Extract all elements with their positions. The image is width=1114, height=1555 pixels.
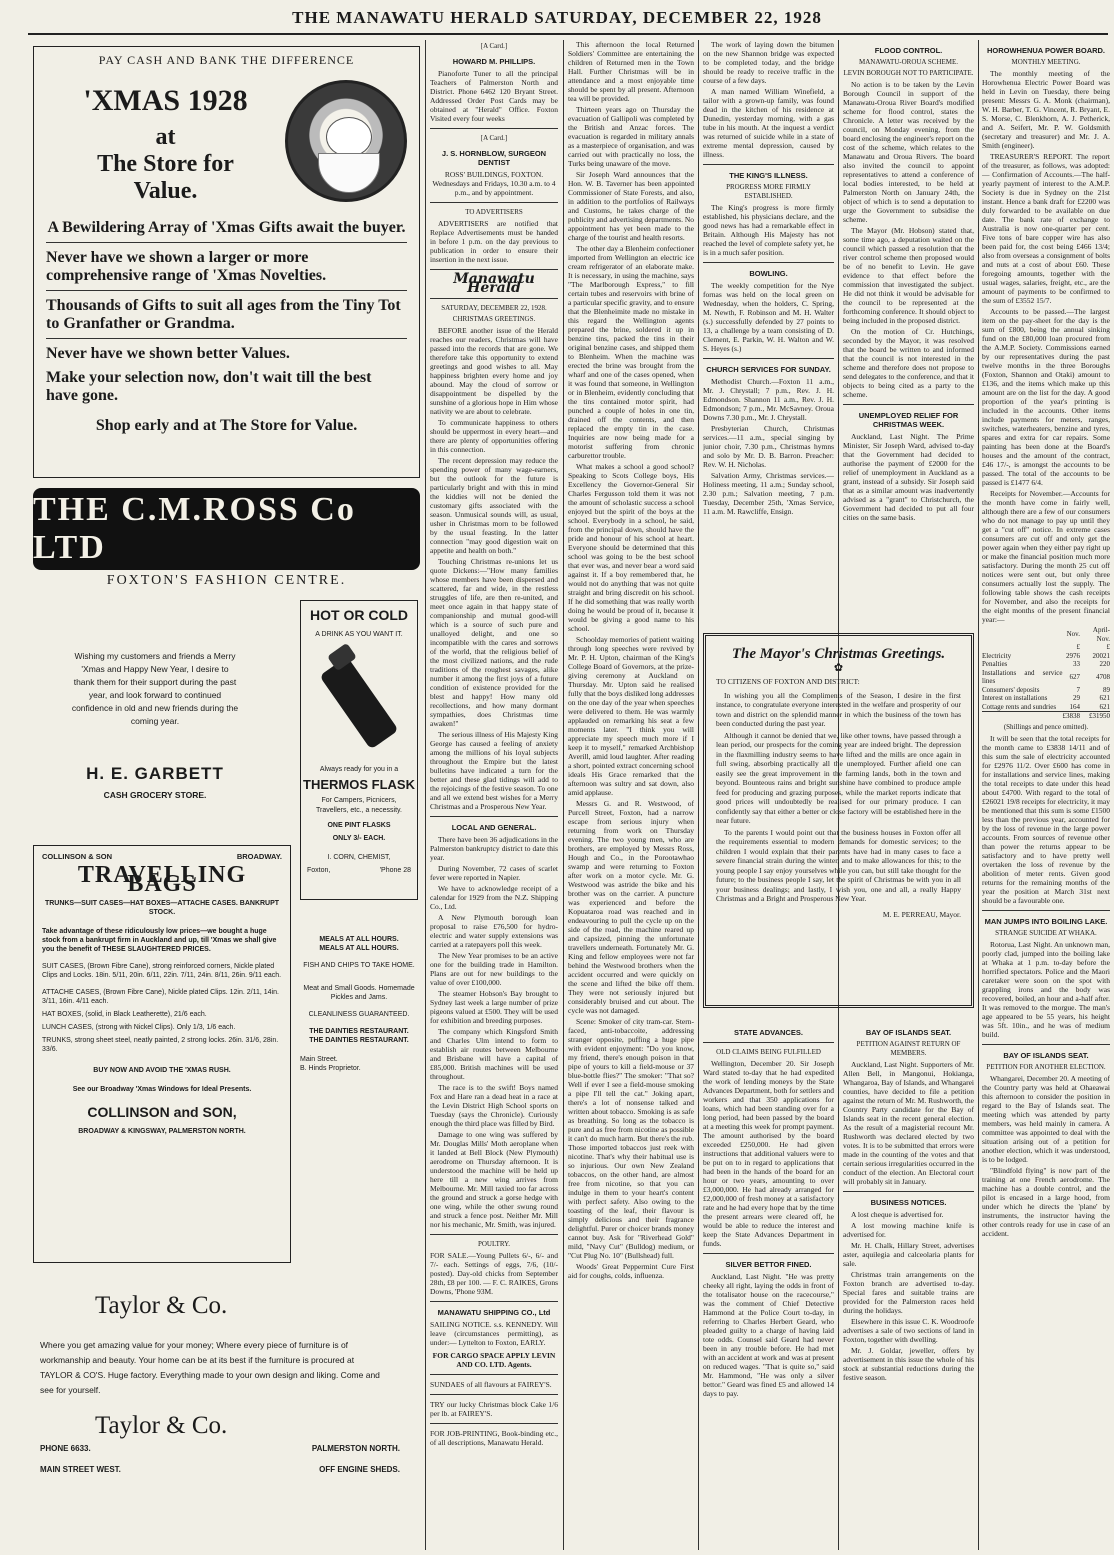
col4-p2: Thirteen years ago on Thursday the evacuation of Gallipoli was completed by the British and Anzac forces. The evacuation is regarded in military annals as a masterpiece of organisation, and was carried out with practically no loss, the Turks being unaware of the move. (568, 105, 694, 168)
collinson-i4: LUNCH CASES, (strong with Nickel Clips). Only 1/3, 1/6 each. (42, 1024, 236, 1031)
lake-subheading: STRANGE SUICIDE AT WHAKA. (995, 928, 1097, 937)
receipts-table (982, 626, 1110, 721)
collinson-title: TRAVELLING BAGS (77, 862, 247, 897)
masthead: THE MANAWATU HERALD SATURDAY, DECEMBER 22, 1928 (292, 8, 822, 27)
business-item: Elsewhere in this issue C. K. Woodroofe advertises a sale of two sections of land in Foxton, together with dwelling. (843, 1317, 974, 1344)
meals-h1: MEALS AT ALL HOURS. (319, 936, 399, 943)
business-item: Christmas train arrangements on the Foxton branch are advertised to-day. Special fares and suitable trains are provided for the Palmerston races held during the holidays. (843, 1270, 974, 1315)
collinson-see: See our Broadway 'Xmas Windows for Ideal Presents. (72, 1086, 252, 1093)
santa-illustration (285, 80, 407, 202)
table-cell: £3838 (1062, 712, 1080, 720)
flood-heading: FLOOD CONTROL. (874, 46, 943, 55)
bay-text: Auckland, Last Night. Supporters of Mr. Allen Bell, in Mangonui, Hokianga, Whangaroa, Bay of Islands, and Whangarei counties, have decided to file a petition against the return of Mr. M. Rushworth, the Country Party candidate for the Bay of Islands seat in the recent general election. As the result of a magisterial recount Mr. Rushworth was declared elected by two votes. It is to be submitted that errors were made in the counting of the votes and that certain serious irregularities occurred in the conduct of the election. An Electoral court will probably sit in January. (843, 1060, 974, 1186)
mayor-p3: To the parents I would point out that the business houses in Foxton offer all the requirements essential to modern demands for domestic services; to the children I would explain that their parents have had in many cases to face a severe financial strain during the winter, and to make allowances for this; to the young people I say enjoy yourselves while you can, but still take thought for the future; to the business people I say, let the spirit of Christmas be with you in all your business dealings; and lastly, I wish you, one and all, a really Happy Christmas and a Bright and Prosperous New Year. (716, 827, 961, 903)
table-total-row (982, 712, 1110, 721)
taylor-name: Taylor & Co. (95, 1292, 228, 1319)
editorial-heading: CHRISTMAS GREETINGS. (452, 315, 536, 323)
mayor-greetings (703, 633, 974, 1008)
meals-h2: MEALS AT ALL HOURS. (319, 945, 399, 952)
silver-heading: SILVER BETTOR FINED. (725, 1260, 812, 1269)
column-7 (982, 40, 1110, 1550)
collinson-i3: HAT BOXES, (solid, in Black Leatherette), 21/6 each. (42, 1011, 207, 1018)
col4-p3: Sir Joseph Ward announces that the Hon. W. B. Taverner has been appointed Commissioner of State Forests, and also, in addition to the portfolios of Railways and Customs, he takes charge of the publicity and advertising departments. No appointment has yet been made to the charge of the tourist and health resorts. (568, 170, 694, 242)
advertisers-text: ADVERTISERS are notified that Replace Advertisements must be handed in before 1 p.m. on the day previous to publication in order to ensure their insertion in the next issue. (430, 219, 558, 264)
collinson-buy: BUY NOW AND AVOID THE 'XMAS RUSH. (93, 1067, 231, 1074)
local-item: We have to acknowledge receipt of a calendar for 1929 from the N.Z. Shipping Co., Ltd. (430, 884, 558, 911)
bowling-text: The weekly competition for the Nye fornas was held on the local green on Wednesday, when the holders, C. Spring, M. Newth, F. Robinson and M. H. Walter (s.) successfully defended by 27 points to 13, a challenge by a team consisting of D. Clement, E. Parkin, W. H. Walton and W. S. Heyes (s.) (703, 281, 834, 353)
cake-text: TRY our lucky Christmas block Cake 1/6 per lb. at FAIREY'S. (430, 1400, 558, 1418)
garbett-msg: Wishing my customers and friends a Merry 'Xmas and Happy New Year, I desire to thank them for their support during the past year, and look forward to continued confidence in old and new friends during the coming year. (71, 651, 239, 726)
garbett-sub: CASH GROCERY STORE. (103, 790, 207, 800)
advertisers-heading: TO ADVERTISERS (465, 208, 523, 216)
flask-l1: Always ready for you in a (319, 766, 399, 773)
column-rule (563, 40, 564, 1550)
business-item: Mr. H. Chalk, Hillary Street, advertises aster, aquilegia and calceolaria plants for sale. (843, 1241, 974, 1268)
store-ad-top: PAY CASH AND BANK THE DIFFERENCE (98, 53, 355, 67)
meals-l7: B. Hinds Proprietor. (300, 1065, 361, 1072)
col4-p6: Schoolday memories of patient waiting through long speeches were revived by Mr. P. H. Upton, chairman of the King's College Board of Governors, at the prize-giving ceremony at Auckland on Thursday. Mr. Upton said he realised fully that the boys disliked long addresses on the one day of the year when speeches were delivered to them. He was warmly applauded on remarking his seat a few moments later. "I think you will appreciate my speech much more if I keep it to myself," remarked Archbishop Averill, amid loud laughter. After reading a short, pointed extract concerning school ideals His Grace remarked that the afternoon was sultry and sat down, also amid applause. (568, 635, 694, 797)
lake-text: Rotorua, Last Night. An unknown man, poorly clad, jumped into the boiling lake at Whaka at 1 p.m. to-day before the horrified spectators. Police and the Maori caretaker were soon on the spot with grappling irons and the body was recovered, boiled, an hour and a-half after. It was removed to the morgue. The man's age appeared to be 55 years, his height was 5ft. 10in., and he was of medium build. (982, 939, 1110, 1039)
store-ad-p1: A Bewildering Array of 'Xmas Gifts await the buyer. (47, 219, 406, 236)
meals-l6: Main Street. (300, 1056, 338, 1063)
table-units-row (982, 643, 1110, 652)
garbett-name: H. E. GARBETT (86, 764, 224, 783)
card-label: [A Card.] (480, 42, 508, 50)
table-cell: Penalties (982, 660, 1008, 668)
card-label-2: [A Card.] (480, 134, 508, 142)
collinson-intro: Take advantage of these ridiculously low prices—we bought a huge stock from a bankrupt firm in Auckland and up, till 'Xmas we shall give you the benefit of THESE SLAUGHTERED PRICES. (42, 928, 277, 953)
power-p1: The monthly meeting of the Horowhenua Electric Power Board was held in Levin on Tuesday, there being present: Messrs G. A. Monk (chairman), W. H. Barber, T. G. Vincent, R. Bryant, E. S. Morse, C. Blenkhorn, A. J. Petherick, and A. Seifert, Mr. P. W. Goldsmith (secretary and treasurer) and Mr. J. A. Smith (engineer). (982, 69, 1110, 150)
business-item: A lost mowing machine knife is advertised for. (843, 1221, 974, 1239)
mayor-ornament: ✿ (833, 661, 844, 674)
table-row (982, 660, 1110, 669)
store-ad-p4: Never have we shown better Values. (46, 345, 290, 362)
unemployed-text: Auckland, Last Night. The Prime Minister, Sir Joseph Ward, advised to-day that the Government had decided to authorise the payment of £2000 for the relief of unemployment in Auckland as a grant, instead of a subsidy. Sir Joseph said that as a similar amount was inadvertently advised as a "grant" to Christchurch, the Government had decided to put all four cities on the same basis. (843, 432, 974, 522)
flood-subheading-2: LEVIN BOROUGH NOT TO PARTICIPATE. (843, 69, 974, 77)
flask-l6: Foxton, (307, 867, 331, 874)
store-ad-value: Value. (133, 178, 198, 204)
power-p4: Receipts for November.—Accounts for the month have come in fairly well, although there are a few of our consumers who do not manage to pay up until they get a "cut off" notice. In extreme cases consumers are cut off and only get the power again when they either pay right up or make the financial position much more satisfactory. During the month 25 cut off notices were sent out, but only three consumers actually lost the supply. The following table shows the cash receipts for November, and also the receipts for the eight months of the present financial year:— (982, 489, 1110, 624)
table-cell: Consumers' deposits (982, 685, 1040, 694)
job-printing-text: FOR JOB-PRINTING, Book-binding etc., of all descriptions, Manawatu Herald. (430, 1429, 558, 1447)
table-cell: Installations and service lines (982, 668, 1063, 685)
table-cell: 220 (1099, 660, 1110, 668)
phillips-heading: HOWARD M. PHILLIPS. (452, 57, 536, 66)
local-item: A New Plymouth borough loan proposal to raise £76,500 for hydro-electric and water supply extensions was carried at a ratepayers poll this week. (430, 913, 558, 949)
ross-logo-text: THE C.M.ROSS Co LTD (33, 491, 356, 566)
editorial-p3: The recent depression may reduce the spending power of many wage-earners, but the outlook for the future is particularly bright and with this in mind the kiddies will not be denied the customary gifts associated with the season. Unmusical sounds will, as usual, usher in Christmas morn to be followed by the usual feasting. In the latter connection "may good digestion wait on appetite and health on both." (430, 456, 558, 555)
column-3 (430, 40, 558, 1550)
church-item: Presbyterian Church, Christmas services.—11 a.m., special singing by junior choir, 7.30 p.m., Christmas hymns and solo by Mr. D. B. Barron. Preacher: Rev. W. H. Nicholas. (703, 424, 834, 469)
meals-l2: Meat and Small Goods. Homemade Pickles and Jams. (303, 985, 415, 1001)
collinson-top2: BROADWAY. (236, 852, 282, 861)
mayor-title: The Mayor's Christmas Greetings. (731, 646, 946, 662)
collinson-sub: TRUNKS—SUIT CASES—HAT BOXES—ATTACHE CASES. BANKRUPT STOCK. (44, 900, 280, 916)
table-row (982, 652, 1110, 661)
silver-text: Auckland, Last Night. "He was pretty cheeky all right, laying the odds in front of the totalisator house on the racecourse," was the comment of Chief Detective Hammond at the Police Court to-day, in referring to Charles Herbert Geard, who pleaded guilty to a charge of having laid tote odds. Counsel said Geard had never been in any trouble before. He had met with an accident at work and was at present on reduced wages. "That is quite so," said Mr. Hammond, "He was only a silver bettor." Geard was fined £5 and allowed 14 days to pay. (703, 1272, 834, 1398)
kings-subheading: PROGRESS MORE FIRMLY ESTABLISHED. (726, 183, 811, 200)
bowling-heading: BOWLING. (749, 269, 788, 278)
local-item: The New Year promises to be an active one for the building trade in Hamilton. Plans are out for new buildings to the value of over £100,000. (430, 951, 558, 987)
business-item: Mr. J. Goldar, jeweller, offers by advertisement in this issue the whole of his stock at substantial reductions during the festive season. (843, 1346, 974, 1382)
collinson-i2: ATTACHE CASES, (Brown Fibre Cane), Nickle plated Clips. 12in. 2/11, 14in. 3/11, 16in. 4/11 each. (42, 989, 279, 1005)
local-item: During November, 72 cases of scarlet fever were reported in Napier. (430, 864, 558, 882)
ross-logo (33, 488, 420, 570)
taylor-msg: Where you get amazing value for your money; Where every piece of furniture is of workmanship and beauty. Your home can be at its best if the furniture is procured at TAYLOR & CO'S. Huge factory. Everything made to your own design and liking. Come and see for yourself. (40, 1340, 380, 1395)
column-5 (703, 40, 834, 630)
flask-h3: THERMOS FLASK (303, 777, 415, 792)
flask-h1: HOT OR COLD (310, 607, 408, 623)
garbett-ad (40, 600, 270, 840)
meals-l5: THE DAINTIES RESTAURANT. (309, 1037, 409, 1044)
power-heading: HOROWHENUA POWER BOARD. (986, 46, 1106, 55)
table-cell: 20021 (1092, 651, 1110, 660)
kings-heading: THE KING'S ILLNESS. (729, 171, 808, 180)
mayor-p1: In wishing you all the Compliments of the Season, I desire in the first instance, to congratulate everyone interested in the welfare and prosperity of our town and district on the splendid manner in which the business of the town has been conducted during the past year. (716, 690, 961, 728)
flask-l3: ONE PINT FLASKS (327, 822, 391, 829)
poultry-heading: POULTRY. (477, 1240, 511, 1248)
table-row (982, 703, 1110, 712)
flood-subheading: MANAWATU-OROUA SCHEME. (859, 58, 958, 66)
table-cell: £31950 (1089, 712, 1110, 720)
mayor-p2: Although it cannot be denied that we, like other towns, have passed through a lean period, our prospects for the coming year are indeed bright. The depression in the flaxmilling industry seems to have lifted and the mills are once again in full swing, absorbing practically all the unemployed. Further afield one can easily see the great improvement in the farming lands, both in the town and beyond. Bounteous rains and bright sunshine have combined to produce ample feed for producing and grazing purposes, while the market reports indicate that good prices will undoubtedly be realised for our primary produce. I can confidently say that either a better or close factory will be established here in the near future. (716, 730, 961, 825)
kings-text: The King's progress is more firmly established, his physicians declare, and the good news has had a remarkable effect in Britain. Although His Majesty has not reached the level of complete safety yet, he is in a much safer position. (703, 203, 834, 257)
table-row (982, 686, 1110, 695)
bay-heading: BAY OF ISLANDS SEAT. (865, 1028, 952, 1037)
table-cell: 89 (1103, 685, 1110, 694)
col4-p7: Messrs G. and R. Westwood, of Purcell Street, Foxton, had a narrow escape from serious injury when returning from work on Thursday evening. The two young men, who are brothers, are employed by Messrs Ross, Hough and Co., in the Porootawhao swamp and were returning to Foxton after work on a motor cycle. Mr. G. Westwood was astride the bike and his brother was on the carrier. A puncture was experienced and before the Kopuataroa road was reached and in endeavouring to pull the cycle up on the side of the road, the machine reared up and capsized, pinning the unfortunate travellers underneath. Fortunately Mr. G. King and fellow employees were not far behind the Westwood brothers when the accident occurred and were quickly on the scene and lifted the bike off them. They were not seriously injured but considerably bruised and cut about. The cycle was not damaged. (568, 799, 694, 1015)
table-cell: 2976 (1065, 651, 1080, 660)
mayor-to: TO CITIZENS OF FOXTON AND DISTRICT: (716, 677, 860, 686)
table-cell: 627 (1069, 672, 1080, 681)
table-cell: Cottage rents and sundries (982, 702, 1057, 711)
business-heading: BUSINESS NOTICES. (870, 1198, 947, 1207)
bay-election-heading: BAY OF ISLANDS SEAT. (1003, 1050, 1089, 1060)
sundaes-text: SUNDAES of all flavours at FAIREY'S. (430, 1380, 552, 1389)
flask-ad (300, 600, 418, 900)
state-text: Wellington, December 20. Sir Joseph Ward stated to-day that he had expedited the work of lending moneys by the State Advances Department, both for settlers and workers and that 350 applications for loans, which had been standing over for a long period, had been passed by the board at a meeting this week for prompt payment. The amount authorised by the board exceeded £250,000. He had given instructions that additional valuers were to be put on to in regard to applications that had been in the hands of the board for an hour or two years, amounting to over £3,000,000. He had already arranged for £2,000,000 of fresh money at a satisfactory rate and he had every hope that by the time the present arrears were cleared off, he would be able to reduce the interest and keep the State Advances Department in funds. (703, 1059, 834, 1248)
business-item: A lost cheque is advertised for. (851, 1210, 944, 1219)
store-ad-at: at (155, 124, 176, 150)
power-subheading: MONTHLY MEETING. (1011, 58, 1081, 66)
collinson-ad (33, 845, 291, 1263)
shipping-heading: MANAWATU SHIPPING CO., Ltd (437, 1308, 551, 1317)
table-header-row (982, 626, 1110, 643)
col4-p8: Scene: Smoker of city tram-car. Stern-faced, anti-tobaccoite, addressing stranger opposite, puffing a huge pipe with evident enjoyment: "Do you know, my friend, there's enough poison in that pipe of yours to kill a field-mouse or 37 blue-bottle flies?" The smoker: "That so? Well if ever I see a field-mouse smoking a pipe I'll tell the cat." Joking apart, there's a lot of nonsense talked and written about tobacco. Smoking is as safe as breathing. So long as the tobacco is pure and as free from nicotine as possible it can't do much harm. But there's the rub. Those imported tobaccos just reek with nicotine. That's why their habitual use is so injurious. Our own New Zealand tobaccos, on the other hand, are almost free from nicotine, so that you can indulge in them to your heart's content with perfect safety. Also owing to the toasting of the leaf, their flavour is simply delicious and their fragrance delightful. Purer or choicer brands money cannot buy. Ask for "Riverhead Gold" mild, "Navy Cut" (Bulldog) medium, or "Cut Plug No. 10" (Bullshead) full. (568, 1017, 694, 1260)
paper-nameplate: Manawatu Herald (453, 271, 535, 296)
table-cell: Nov. (1066, 630, 1080, 639)
power-p2: TREASURER'S REPORT. The report of the treasurer, as follows, was adopted:— Confirmation of Accounts.—The half-yearly payment of interest to the A.M.P. Society is due in Sydney on the 21st instant. Hence a bank draft for £2200 was duly forwarded to be available on due date. The bank rate of exchange to Australia is now one-quarter per cent. Five tons of bare copper wire has also been paid for, the cost being £466 13/4; also from overseas a consignment of bolts and nuts at a cost of about £60. These foregoing amounts, together with the usual wages, salaries, freight, etc., are the amount of payments to be confirmed to the sum of £3552 15/7. (982, 152, 1110, 305)
church-item: Salvation Army, Christmas services.—Holiness meeting, 11 a.m.; Sunday school, 2.30 p.m.; Salvation meeting, 7 p.m. Tuesday, December 25th, 'Xmas Service, 11 a.m. M. Rawcliffe, Ensign. (703, 471, 834, 516)
local-item: There have been 36 adjudications in the Palmerston bankruptcy district to date this year. (430, 835, 558, 862)
col4-p9: Woods' Great Peppermint Cure First aid for coughs, colds, influenza. (568, 1262, 694, 1280)
editorial-p4: Touching Christmas re-unions let us quote Dickens:—"How many families whose members have been dispersed and scattered, far and wide, in the restless struggles of life, are then re-united, and meet once again in that happy state of companionship and mutual good-will which is a source of such pure and unalloyed delight, and one so incompatible with the cares and sorrows of the world, that the religious belief of the most civilized nations, and the rude traditions of the roughest savages, alike number it among the first joys of a future condition of existence provided for the blest and happy! How many old recollections, and how many dormant sympathies, does Christmas time awaken!" (430, 557, 558, 728)
table-row (982, 669, 1110, 686)
hornblow-heading: J. S. HORNBLOW, SURGEON DENTIST (441, 149, 547, 167)
flood-p3: On the motion of Cr. Hutchings, seconded by the Mayor, it was resolved that the board be written to and informed that the council is not interested in the scheme and therefore does not propose to send delegates to the conference, and that it objects to being cited as a party to the scheme. (843, 327, 974, 399)
taylor-street: MAIN STREET WEST. (40, 1465, 121, 1474)
table-cell (982, 643, 1062, 652)
unemployed-heading: UNEMPLOYED RELIEF FOR CHRISTMAS WEEK. (858, 411, 959, 429)
flask-l2: For Campers, Picnicers, Travellers, etc., a necessity. (316, 797, 402, 814)
suicide-text: A man named William Winefield, a tailor with a grown-up family, was found dead in the kitchen of his residence at Dunedin, yesterday morning, with a gas tube in his mouth. At the inquest a verdict was returned of suicide while in a state of extreme mental depression, caused by illness. (703, 87, 834, 159)
blindfold-text: "Blindfold flying" is now part of the training at one French aerodrome. The machine has a double control, and the pilot is encased in a large hood, from under which he directs the 'plane' by instruments, the instructor having the other controls ready for use in case of an accident. (982, 1165, 1110, 1238)
collinson-i5: TRUNKS, strong sheet steel, neatly painted, 2 strong locks. 26in. 31/6, 28in. 33/6. (42, 1037, 279, 1053)
table-cell: 4708 (1096, 672, 1110, 681)
table-cell: April-Nov. (1092, 626, 1110, 643)
column-4 (568, 40, 694, 1550)
store-ad-p2: Never have we shown a larger or more comprehensive range of 'Xmas Novelties. (46, 249, 327, 284)
taylor-ad (40, 1270, 420, 1545)
store-ad-p6: Shop early and at The Store for Value. (95, 417, 358, 434)
table-cell: £ (1106, 643, 1110, 651)
column-5-lower (703, 1022, 834, 1550)
bay-election-subheading: PETITION FOR ANOTHER ELECTION. (986, 1062, 1106, 1071)
church-heading: CHURCH SERVICES FOR SUNDAY. (706, 365, 831, 374)
state-subheading: OLD CLAIMS BEING FULFILLED (716, 1048, 821, 1056)
col4-p5: What makes a school a good school? Speaking to Scots College boys, His Excellency the Governor-General Sir Charles Fergusson told them it was not the amount of scholastic success a school enjoyed but the spirit of the boys at the school. Everybody in a school, he said, from the principal down, should have the pride and honour of his school at heart. Everyone should be determined that this school was going to be the best school that ever was, and never bear a word said against it. If a boy remembered that, he would not do anything that was not quite straight and bring discredit on his school. If he did something that was really worth doing he would be proud of it, because it would be giving a good name to his school. (568, 462, 694, 633)
column-6 (843, 40, 974, 630)
cargo-text: FOR CARGO SPACE APPLY LEVIN AND CO. LTD. Agents. (432, 1351, 556, 1369)
collinson-name: COLLINSON and SON, (87, 1104, 237, 1120)
meals-l4: THE DAINTIES RESTAURANT. (309, 1028, 409, 1035)
column-rule (978, 40, 979, 1550)
store-ad-p3: Thousands of Gifts to suit all ages from the Tiny Tot to Granfather or Grandma. (46, 297, 401, 332)
editorial-date: SATURDAY, DECEMBER 22, 1928. (441, 304, 547, 312)
table-cell: 164 (1069, 702, 1080, 711)
table-cell: Interest on installations (982, 694, 1048, 702)
meals-l1: FISH AND CHIPS TO TAKE HOME. (303, 962, 415, 969)
collinson-addr: BROADWAY & KINGSWAY, PALMERSTON NORTH. (78, 1128, 246, 1135)
flask-illustration (324, 648, 394, 758)
power-p3: Accounts to be passed.—The largest item on the pay-sheet for the day is the sum of £800, being the annual sinking fund on the £80,000 loan procured from the A.M.P. Society. Commissions earned by our representatives during the past twelve months in the three Boroughs (Foxton, Shannon and Otaki) amount to £136, and the items which make up this amount are on the list for the day. A good proportion of the year's printing is included in the accounts. Other items include payments for meters, ranges, switches, waterheaters, benzine and tyres, spares and extra for car repairs. Some painting has been done at the Board's houses and the amount of the contract, £46 17/-, is amongst the accounts to be passed. The total of the accounts to be passed is £1477 6/4. (982, 307, 1110, 487)
table-note: (Shillings and pence omitted). (1003, 722, 1089, 731)
table-cell: 621 (1099, 694, 1110, 702)
church-item: Methodist Church.—Foxton 11 a.m., Mr. J. Chrystall; 7 p.m., Rev. J. H. Edmondson. Shannon 11 a.m., Rev. J. H. Edmondson; 7 p.m., Mr. McSavney. Oroua Downs 7.30 p.m., Mr. J. Chrystall. (703, 377, 834, 422)
table-cell (982, 626, 1062, 643)
editorial-p2: To communicate happiness to others should be uppermost in every heart—and there are plenty of opportunities offering in this connection. (430, 418, 558, 454)
flask-h2: A DRINK AS YOU WANT IT. (315, 631, 403, 638)
col4-p1: This afternoon the local Returned Soldiers' Committee are entertaining the children of Returned men in the Town Hall. Further Christmas will be in attendance and a most enjoyable time should be spent by all present. Afternoon tea will be provided. (568, 40, 694, 103)
taylor-eng: OFF ENGINE SHEDS. (319, 1465, 400, 1474)
bay-subheading: PETITION AGAINST RETURN OF MEMBERS. (856, 1040, 961, 1057)
col4-p4: The other day a Blenheim confectioner imported from Wellington an electric ice cream refrigerator of an elaborate make. It is necessary, in using the machine, says "The Marlborough Express," to fill certain tubes and reservoirs with brine of a particular specific gravity, and to ensure that the Blenheimite made no mistake in this regard the Wellington agents prepared the brine, soldered it up in benzine tins, packed the tins in their original benzine cases, and shipped them to Blenheim. When the machine was erected the brine was brought from the wharf and one of the cases opened, when it was found that someone, in Wellington or in Blenheim, evidently concluding that the tins contained motor spirit, had punched a couple of holes in one tin, drained off the contents, and then replaced the empty tin in the case. Inquiries are now being made for a motorist suffering from chronic carburettor trouble. (568, 244, 694, 460)
poultry-text: FOR SALE.—Young Pullets 6/-, 6/- and 7/- each. Settings of eggs, 7/6, (10/- posted). Day-old chicks from September 28th, £8 per 100. — F. C. RAIKES, Grons Downs, 'Phone 93M. (430, 1251, 558, 1296)
ross-tagline: FOXTON'S FASHION CENTRE. (106, 573, 347, 588)
flask-l5: I. CORN, CHEMIST, (327, 854, 391, 861)
column-rule (698, 40, 699, 1550)
table-cell: 621 (1099, 702, 1110, 711)
table-cell: 33 (1072, 660, 1080, 668)
table-cell: Electricity (982, 651, 1012, 660)
meals-ad (300, 935, 418, 1140)
taylor-name-2: Taylor & Co. (95, 1412, 228, 1439)
collinson-top: COLLINSON & SON (42, 852, 113, 861)
flask-l7: 'Phone 28 (379, 867, 411, 874)
column-6-lower (843, 1022, 974, 1550)
bridge-text: The work of laying down the bitumen on the new Shannon bridge was expected to be completed today, and the bridge should be ready to receive traffic in the course of a few days. (703, 40, 834, 85)
collinson-i1: SUIT CASES, (Brown Fibre Cane), strong reinforced corners, Nickle plated Clips and Locks. 18in. 5/11, 20in. 6/11, 22in. 7/11, 24in. 8/11, 26in. 9/11 each. (42, 963, 282, 979)
state-heading: STATE ADVANCES. (734, 1028, 803, 1037)
meals-l3: CLEANLINESS GUARANTEED. (308, 1011, 410, 1018)
store-ad-title: 'XMAS 1928 (83, 84, 248, 117)
editorial-p1: BEFORE another issue of the Herald reaches our readers, Christmas will have passed into the records that are gone. We therefore take this opportunity to extend greetings and good wishes to all. May happiness brighten every home and joy abound. May the cloud of sorrow or disappointment be dispelled by the sunshine of a glorious hope in Him whose nativity we are about to celebrate. (430, 326, 558, 416)
local-item: The race is to the swift! Boys named Fox and Hare ran a dead heat in a race at the Levin District High School sports on Tuesday (says the Chronicle). Curiously enough the third place was filled by Bird. (430, 1083, 558, 1128)
store-ad (33, 46, 420, 478)
local-heading: LOCAL AND GENERAL. (451, 823, 537, 832)
hornblow-text: ROSS' BUILDINGS, FOXTON. Wednesdays and Fridays, 10.30 a.m. to 4 p.m., and by appointment. (432, 170, 556, 197)
store-ad-p5: Make your selection now, don't wait till the best have gone. (46, 369, 372, 404)
lake-heading: MAN JUMPS INTO BOILING LAKE. (984, 916, 1108, 926)
bay-election-text: Whangarei, December 20. A meeting of the Country party was held at Ohaeawai this afternoon to consider the position in regard to the Bay of Islands seat. The meeting which was attended by party members, was held mainly in camera. A committee was appointed to deal with the situation arising out of a petition for another election, which it was understood, is to be lodged. (982, 1073, 1110, 1164)
flood-p2: The Mayor (Mr. Hobson) stated that, some time ago, a deputation waited on the council which passed a resolution that the river control scheme then proposed would be of no benefit to Levin. He gave evidence to that effect before the commission that investigated the subject. He did not think it would be advisable for the council to be represented at the forthcoming conference. It should object to being included in the proposed district. (843, 226, 974, 325)
taylor-phone: PHONE 6633. (40, 1444, 91, 1453)
local-item: Damage to one wing was suffered by Mr. Douglas Mills' Moth aeroplane when it landed at Bell Block (New Plymouth) aerodrome on Thursday afternoon. It is understood the machine will be held up here till a new wing arrives from Melbourne. Mr. Mill taxied too far across the ground and struck a gorse hedge with one wing, while the other swung round and struck a fence post. Neither Mr. Mill nor his mechanic, Mr. Smith, was injured. (430, 1130, 558, 1229)
power-p5: It will be seen that the total receipts for the month came to £3838 14/11 and of this sum the sale of electricity accounted for £2976 11/2. Over £600 has come in for installations and service lines, making the total receipts to date under this head about £4700. With regard to the total of £26021 19/8 receipts for electricity, it may be mentioned that this sum is some £1500 less than the previous year, accounted for by the loss of revenue in the large power accounts. From sources of revenue other than power the returns appear to be satisfactory and to have pretty well overtaken the loss of revenue by the abolition of meter rents. Given good returns for the remaining months of the year the position at March 31st next should be a favourable one. (982, 733, 1110, 905)
table-cell: 29 (1072, 694, 1080, 702)
masthead-rule (28, 33, 1108, 35)
table-cell: £ (1076, 643, 1080, 651)
flask-l4: ONLY 3/- EACH. (332, 835, 386, 842)
store-ad-store: The Store for (97, 151, 234, 177)
flood-p1: No action is to be taken by the Levin Borough Council in support of the Manawatu-Oroua River Board's modified scheme for flood control, states the Chronicle. A letter was received by the council, on Monday evening, from the board enclosing the engineer's report on the cost of the scheme, which relates to the Manawatu and Oroua Rivers. The board also invited the council to appoint representatives to attend a conference of local bodies interested, to be held at Palmerston North on January 24th, the object of which is to send a deputation to urge the Government to subsidise the scheme. (843, 80, 974, 224)
taylor-city: PALMERSTON NORTH. (311, 1444, 400, 1453)
local-item: The steamer Hobson's Bay brought to Sydney last week a large number of prize pigeons valued at £500. They will be used for exhibition and breeding purposes. (430, 989, 558, 1025)
table-cell: 7 (1076, 685, 1080, 694)
local-item: The company which Kingsford Smith and Charles Ulm intend to form to establish air routes between Melbourne and Brisbane will have a capital of £85,000. British machines will be used throughout. (430, 1027, 558, 1081)
table-row (982, 694, 1110, 703)
editorial-p5: The serious illness of His Majesty King George has caused a feeling of anxiety among the millions of his loyal subjects throughout the Empire but the latest bulletins have indicated a turn for the better and these glad tidings will add to the rejoicings of the festive season. To one and all we extend best wishes for a Merry Christmas and a Prosperous New Year. (430, 730, 558, 811)
shipping-text: SAILING NOTICE. s.s. KENNEDY. Will leave (circumstances permitting), as under:— Lyttelton to Foxton, EARLY. (430, 1320, 558, 1347)
phillips-text: Pianoforte Tuner to all the principal Teachers of Palmerston North and District. Phone 6462 120 Bryant Street. Addressed Order Post Cards may be obtained at "Herald" Office. Foxton Visited every four weeks (430, 69, 558, 123)
column-rule (425, 40, 426, 1550)
mayor-signature: M. E. PERREAU, Mayor. (882, 909, 961, 919)
